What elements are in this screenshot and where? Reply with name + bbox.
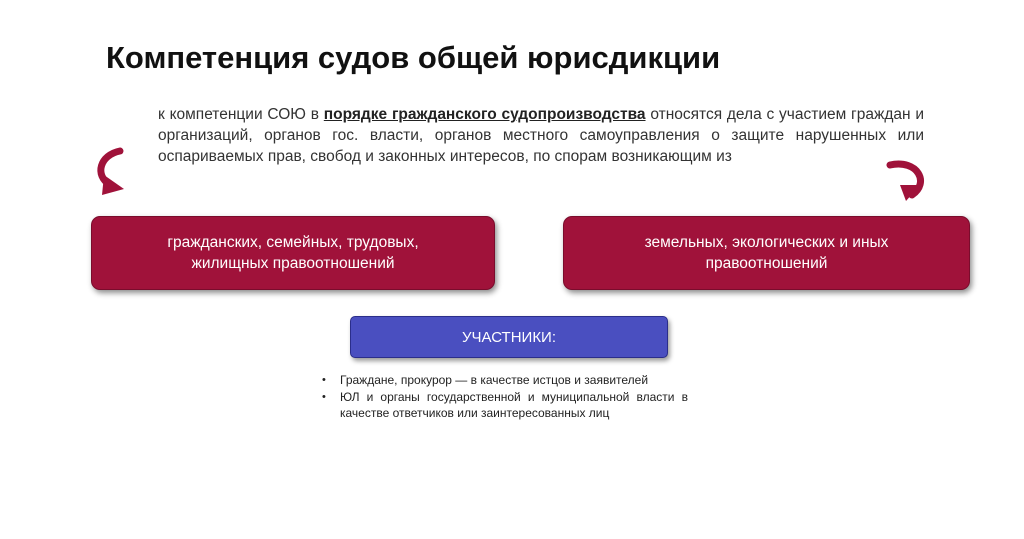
land-relations-box (563, 216, 970, 290)
intro-paragraph (158, 104, 924, 167)
slide-title: Компетенция судов общей юрисдикции (106, 40, 721, 75)
intro-emphasis: порядке гражданского судопроизводства (323, 106, 646, 123)
list-item (322, 372, 688, 388)
curved-arrow-icon (880, 155, 932, 207)
bullet-icon: • (322, 391, 326, 403)
land-relations-line1: земельных, экологических и иных (644, 234, 889, 251)
civil-relations-line1: гражданских, семейных, трудовых, (167, 234, 419, 251)
land-relations-line2: правоотношений (705, 255, 828, 272)
civil-relations-line2: жилищных правоотношений (191, 255, 395, 272)
intro-text-end: относятся дела с участием граждан и организаций, органов гос. власти, органов местного самоуправления о защите нарушенных или оспариваемых прав, свобод и законных интересов, по спорам возникающим из (158, 106, 924, 165)
list-item-text: Граждане, прокурор — в качестве истцов и заявителей (340, 373, 649, 387)
intro-text-start: к компетенции СОЮ в (158, 106, 324, 123)
bullet-icon: • (322, 374, 326, 386)
participants-list (322, 372, 688, 422)
curved-arrow-icon (90, 145, 142, 201)
list-item (322, 389, 688, 421)
list-item-text: ЮЛ и органы государственной и муниципальной власти в качестве ответчиков или заинтересованных лиц (340, 390, 688, 420)
participants-heading: УЧАСТНИКИ: (350, 316, 668, 358)
civil-relations-box (91, 216, 495, 290)
